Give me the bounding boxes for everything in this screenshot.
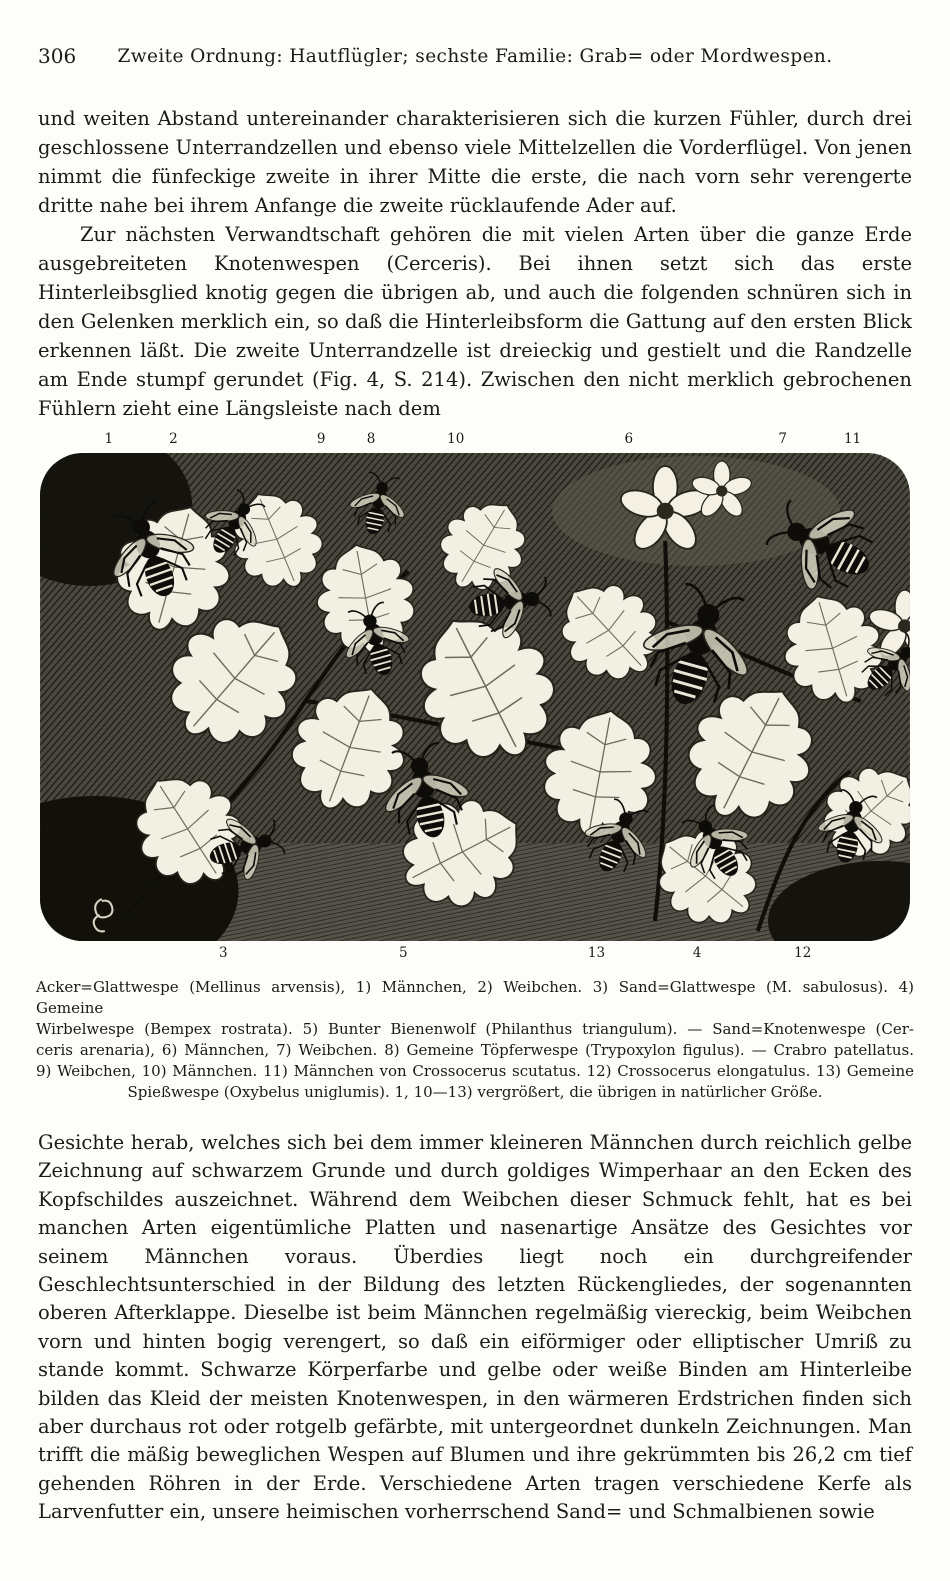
running-title: Zweite Ordnung: Hautflügler; sechste Familie: Grab= oder Mordwespen. [117,46,833,67]
figure-labels-bottom [38,943,912,963]
figure-label-6: 6 [624,431,634,447]
figure-label-11: 11 [843,431,862,447]
page-number: 306 [38,44,77,68]
engraving-svg [38,451,912,943]
figure-labels-top [38,429,912,449]
engraving-scene [38,451,912,943]
engraving-illustration [38,451,912,943]
figure-label-12: 12 [794,945,812,961]
caption-line-5: Spießwespe (Oxybelus uniglumis). 1, 10—13) vergrößert, die übrigen in natürlicher Größe. [127,1083,823,1101]
paragraph-1: und weiten Abstand untereinander charakterisieren sich die kurzen Fühler, durch drei geschlossene Unterrandzellen und ebenso viele Mittelzellen die Vorderflügel. Von jenen nimmt die fünfeckige zweite in ihrer Mitte die erste, die nach vorn sehr verengerte dritte nahe bei ihrem Anfange die zweite rücklaufende Ader auf. [38,107,912,217]
caption-line-4: 9) Weibchen, 10) Männchen. 11) Männchen von Crossocerus scutatus. 12) Crossocerus elongatulus. 13) Gemeine [36,1062,914,1080]
figure-label-10: 10 [447,431,465,447]
figure-label-2: 2 [169,431,178,447]
figure-label-3: 3 [218,945,228,961]
caption-line-1: Acker=Glattwespe (Mellinus arvensis), 1) Männchen, 2) Weibchen. 3) Sand=Glattwespe (M. sabulosus). 4) Gemeine [36,978,914,1017]
figure-label-8: 8 [366,431,376,447]
figure-label-1: 1 [104,431,114,447]
figure-label-5: 5 [399,945,408,961]
paragraph-3: Gesichte herab, welches sich bei dem immer kleineren Männchen durch reichlich gelbe Zeichnung auf schwarzem Grunde und durch goldiges Wimperhaar an den Ecken des Kopfschildes auszeichnet. Während dem Weibchen dieser Schmuck fehlt, hat es bei manchen Arten eigentümliche Platten und nasenartige Ansätze des Gesichtes vor seinem Männchen voraus. Überdies liegt noch ein durchgreifender Geschlechtsunterschied in der Bildung des letzten Rückengliedes, der sogenannten oberen Afterklappe. Dieselbe ist beim Männchen regelmäßig viereckig, beim Weibchen vorn und hinten bogig verengert, so daß ein eiförmiger oder elliptischer Umriß zu stande kommt. Schwarze Körperfarbe und gelbe oder weiße Binden am Hinterleibe bilden das Kleid der meisten Knotenwespen, in den wärmeren Erdstrichen finden sich aber durchaus rot oder rotgelb gefärbte, mit untergeordnet dunkeln Zeichnungen. Man trifft die mäßig beweglichen Wespen auf Blumen und ihre gekrümmten bis 26,2 cm tief gehenden Röhren in der Erde. Verschiedene Arten tragen verschiedene Kerfe als Larvenfutter ein, unsere heimischen vorherrschend Sand= und Schmalbienen sowie [38,1131,912,1524]
figure-caption [36,977,914,1103]
figure-label-4: 4 [692,945,702,961]
figure-label-13: 13 [587,945,606,961]
figure-label-7: 7 [778,431,787,447]
figure-wrap [38,429,912,963]
page-header [38,44,912,74]
figure-label-9: 9 [316,431,326,447]
wasp-figure [0,429,950,1103]
caption-line-3: ceris arenaria), 6) Männchen, 7) Weibchen. 8) Gemeine Töpferwespe (Trypoxylon figulus). — Crabro patellatus. [36,1041,914,1059]
caption-line-2: Wirbelwespe (Bempex rostrata). 5) Bunter Bienenwolf (Philanthus triangulum). — Sand=Knotenwespe (Cer- [36,1020,914,1038]
paragraph-2: Zur nächsten Verwandtschaft gehören die mit vielen Arten über die ganze Erde ausgebreiteten Knotenwespen (Cerceris). Bei ihnen setzt sich das erste Hinterleibsglied knotig gegen die übrigen ab, und auch die folgenden schnüren sich in den Gelenken merklich ein, so daß die Hinterleibsform die Gattung auf den ersten Blick erkennen läßt. Die zweite Unterrandzelle ist dreieckig und gestielt und die Randzelle am Ende stumpf gerundet (Fig. 4, S. 214). Zwischen den nicht merklich gebrochenen Fühlern zieht eine Längsleiste nach dem [38,223,912,420]
